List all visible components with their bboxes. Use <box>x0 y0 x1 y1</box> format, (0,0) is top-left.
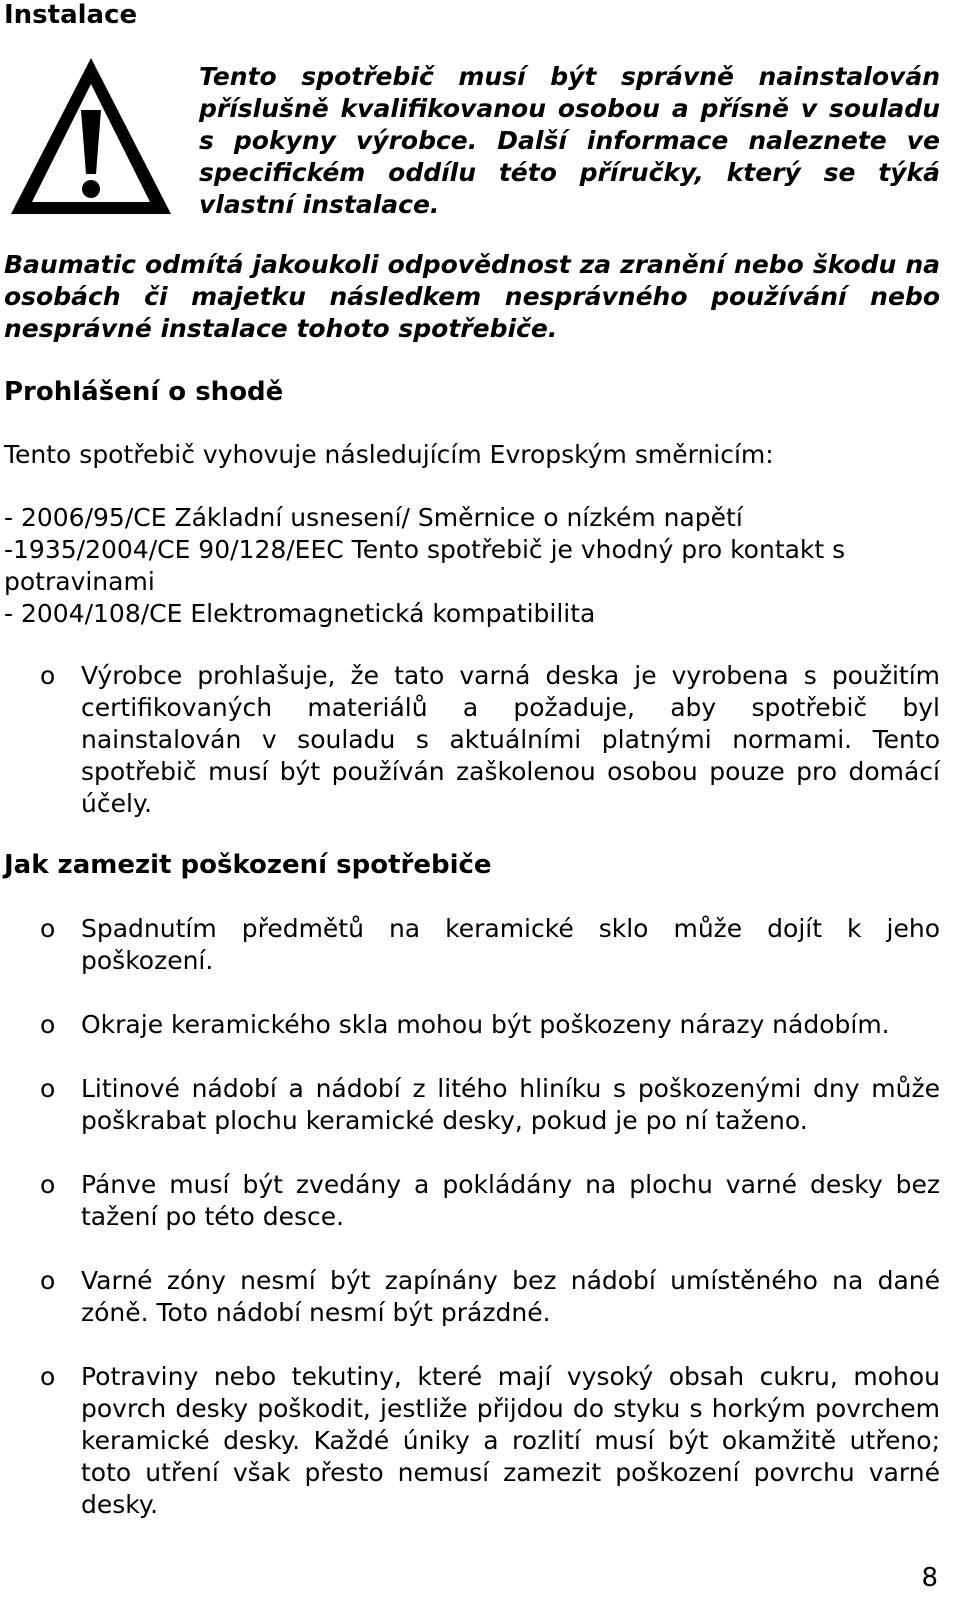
conformity-statement: Výrobce prohlašuje, že tato varná deska je vyrobena s použitím certifikovaných materiálů a požaduje, aby spotřebič byl nainstalován v souladu s aktuálními platnými normami. Tento spotřebič musí být používán zaškolenou osobou pouze pro domácí účely. <box>81 661 940 818</box>
directive-item: -1935/2004/CE 90/128/EEC Tento spotřebič je vhodný pro kontakt s potravinami <box>4 535 846 596</box>
list-item <box>0 1361 960 1521</box>
page-number: 8 <box>921 1563 938 1593</box>
bullet-marker: o <box>40 1266 56 1295</box>
damage-item-text: Spadnutím předmětů na keramické sklo může dojít k jeho poškození. <box>81 914 940 975</box>
list-item <box>0 660 960 820</box>
installation-warning-text: Tento spotřebič musí být správně nainstalován příslušně kvalifikovanou osobou a přísně v souladu s pokyny výrobce. Další informace naleznete ve specifickém oddílu této příručky, který se týká vlastní instalace. <box>199 62 940 219</box>
bullet-marker: o <box>40 661 56 690</box>
damage-item-text: Varné zóny nesmí být zapínány bez nádobí umístěného na dané zóně. Toto nádobí nesmí být prázdné. <box>81 1266 940 1327</box>
damage-item-text: Pánve musí být zvedány a pokládány na plochu varné desky bez tažení po této desce. <box>81 1170 940 1231</box>
conformity-intro: Tento spotřebič vyhovuje následujícím Evropským směrnicím: <box>4 440 774 469</box>
damage-item-text: Litinové nádobí a nádobí z litého hliníku s poškozenými dny může poškrabat plochu keramické desky, pokud je po ní taženo. <box>81 1074 940 1135</box>
conformity-heading: Prohlášení o shodě <box>4 377 284 407</box>
damage-item-text: Potraviny nebo tekutiny, které mají vysoký obsah cukru, mohou povrch desky poškodit, jestliže přijdou do styku s horkým povrchem keramické desky. Každé úniky a rozlití musí být okamžitě utřeno; toto utření však přesto nemusí zamezit poškození povrchu varné desky. <box>81 1362 940 1519</box>
bullet-marker: o <box>40 1170 56 1199</box>
damage-heading: Jak zamezit poškození spotřebiče <box>4 850 492 880</box>
damage-item-text: Okraje keramického skla mohou být poškozeny nárazy nádobím. <box>81 1010 890 1039</box>
liability-disclaimer: Baumatic odmítá jakoukoli odpovědnost za zranění nebo škodu na osobách či majetku následkem nesprávného používání nebo nesprávné instalace tohoto spotřebiče. <box>4 250 940 343</box>
conformity-statement-list <box>0 660 960 820</box>
directive-item: - 2004/108/CE Elektromagnetická kompatibilita <box>4 599 596 628</box>
bullet-marker: o <box>40 1362 56 1391</box>
list-item <box>0 1073 960 1137</box>
bullet-marker: o <box>40 1074 56 1103</box>
damage-list <box>0 913 960 1521</box>
list-item <box>0 1009 960 1041</box>
list-item <box>0 913 960 977</box>
installation-heading: Instalace <box>4 0 138 30</box>
bullet-marker: o <box>40 1010 56 1039</box>
warning-triangle-icon <box>6 54 176 224</box>
list-item <box>0 1169 960 1233</box>
directive-list <box>4 502 940 630</box>
installation-warning <box>0 50 960 230</box>
directive-item: - 2006/95/CE Základní usnesení/ Směrnice o nízkém napětí <box>4 503 743 532</box>
bullet-marker: o <box>40 914 56 943</box>
list-item <box>0 1265 960 1329</box>
